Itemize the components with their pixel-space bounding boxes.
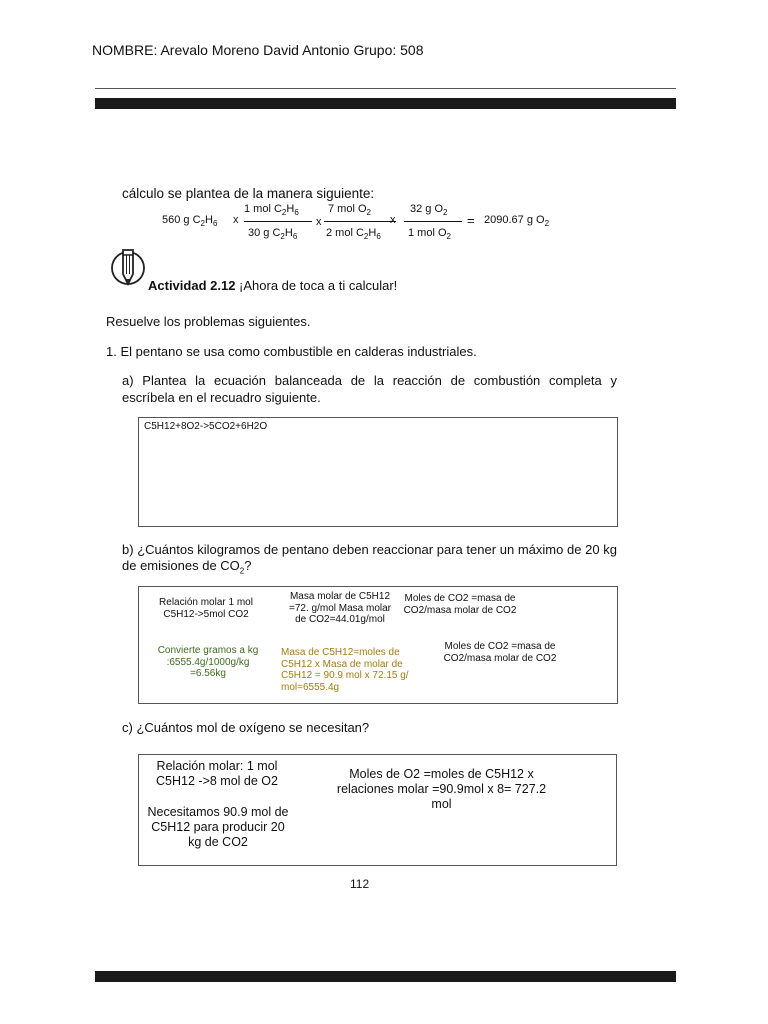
- moles-co2-note: Moles de CO2 =masa de CO2/masa molar de CO2: [403, 593, 517, 616]
- fraction-2-bar: [324, 221, 396, 222]
- fraction-2-denominator: 2 mol $C_2H_6$: [326, 227, 381, 242]
- times-sign-2: x: [316, 216, 322, 228]
- student-name-header: NOMBRE: Arevalo Moreno David Antonio Grupo: 508: [92, 42, 424, 58]
- answer-box-c: [138, 754, 617, 866]
- times-sign-3: x: [390, 214, 396, 226]
- question-a: a) Plantea la ecuación balanceada de la reacción de combustión completa y escríbela en el recuadro siguiente.: [122, 373, 617, 405]
- mass-c5h12-note: Masa de C5H12=moles de C5H12 x Masa de molar de C5H12 = 90.9 mol x 72.15 g/ mol=6555.4g: [281, 647, 409, 693]
- instructions-text: Resuelve los problemas siguientes.: [106, 314, 311, 329]
- fraction-1-numerator: 1 mol $C_2H_6$: [244, 203, 299, 218]
- answer-box-b: [138, 586, 618, 704]
- moles-needed-note: Necesitamos 90.9 mol de C5H12 para producir 20 kg de CO2: [147, 805, 289, 849]
- equation-term-mass: 560 g $C_2H_6$: [162, 214, 218, 229]
- fraction-3-numerator: 32 g $O_2$: [410, 203, 448, 218]
- moles-co2-note-2: Moles de CO2 =masa de CO2/masa molar de CO2: [443, 641, 557, 664]
- stoichiometry-equation: [162, 203, 582, 247]
- equals-sign: =: [467, 213, 475, 228]
- top-bar: [95, 98, 676, 109]
- fraction-1-bar: [244, 221, 312, 222]
- moles-o2-result: Moles de O2 =moles de C5H12 x relaciones molar =90.9mol x 8= 727.2 mol: [336, 767, 547, 811]
- equation-result: 2090.67 g $O_2$: [484, 214, 550, 229]
- fraction-3-bar: [404, 221, 462, 222]
- answer-a-equation: C5H12+8O2->5CO2+6H2O: [144, 421, 268, 432]
- intro-text: cálculo se plantea de la manera siguiente:: [122, 186, 375, 201]
- activity-text: ¡Ahora de toca a ti calcular!: [235, 278, 398, 293]
- answer-box-a: [138, 417, 618, 527]
- fraction-3-denominator: 1 mol $O_2$: [408, 227, 451, 242]
- question-b: b) ¿Cuántos kilogramos de pentano deben reaccionar para tener un máximo de 20 kg de emisiones de $CO_2$?: [122, 542, 617, 576]
- header-divider: [95, 88, 676, 89]
- fraction-2-numerator: 7 mol $O_2$: [328, 203, 371, 218]
- fraction-1-denominator: 30 g $C_2H_6$: [248, 227, 298, 242]
- question-c: c) ¿Cuántos mol de oxígeno se necesitan?: [122, 720, 370, 735]
- molar-ratio-note: Relación molar 1 mol C5H12->5mol CO2: [159, 597, 253, 620]
- times-sign-1: x: [233, 214, 239, 226]
- bottom-bar: [95, 971, 676, 982]
- pencil-icon: [108, 244, 148, 290]
- molar-mass-note: Masa molar de C5H12 =72. g/mol Masa molar de CO2=44.01g/mol: [289, 591, 391, 625]
- grams-to-kg-note: Convierte gramos a kg :6555.4g/1000g/kg =6.56kg: [157, 645, 259, 679]
- problem-1: 1. El pentano se usa como combustible en calderas industriales.: [106, 344, 477, 359]
- molar-ratio-o2-note: Relación molar: 1 mol C5H12 ->8 mol de O2: [156, 759, 278, 788]
- activity-heading: [148, 278, 397, 293]
- activity-title: Actividad 2.12: [148, 278, 236, 293]
- page-number: 112: [350, 877, 370, 891]
